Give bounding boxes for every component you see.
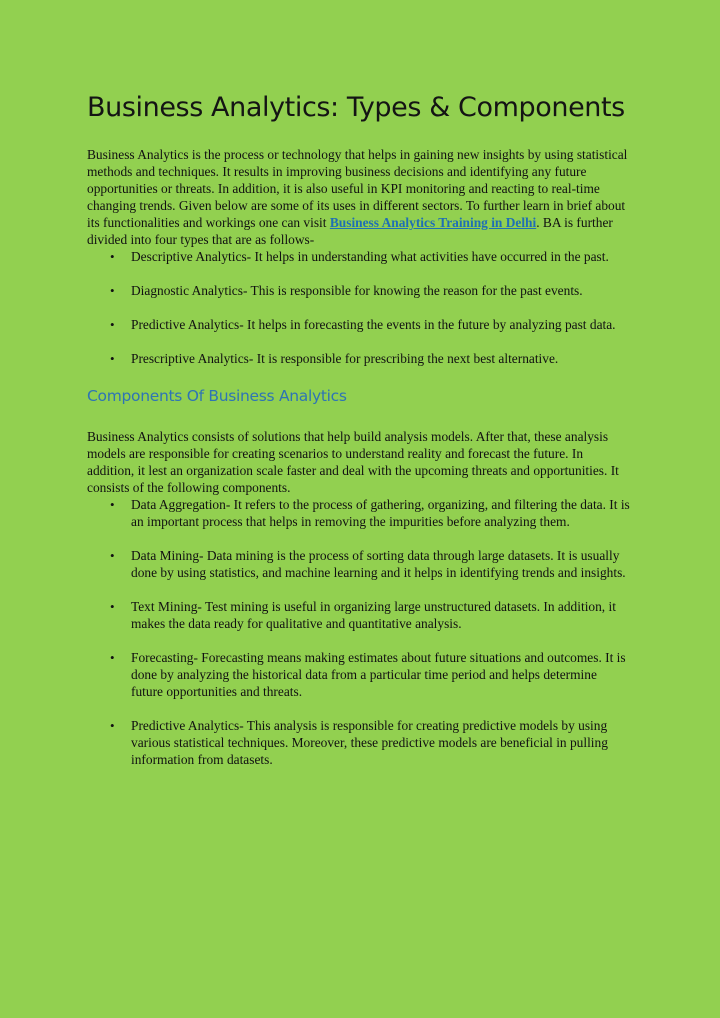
list-item-text: Forecasting- Forecasting means making estimates about future situations and outcomes. It is done by analyzing the historical data from a particular time period and helps determine future opportunities and threats. xyxy=(131,650,626,699)
list-item-text: Data Mining- Data mining is the process of sorting data through large datasets. It is usually done by using statistics, and machine learning and it helps in identifying trends and insights. xyxy=(131,548,626,580)
list-item-text: Predictive Analytics- This analysis is responsible for creating predictive models by using various statistical techniques. Moreover, these predictive models are beneficial in pulling information from datasets. xyxy=(131,718,608,767)
list-item xyxy=(87,248,632,265)
intro-text: Business Analytics is the process or technology that helps in gaining new insights by using statistical methods and techniques. It results in improving business decisions and identifying any future opportunities or threats. In addition, it is also useful in KPI monitoring and reacting to real-time changing trends. Given below are some of its uses in different sectors. To further learn in brief about its functionalities and workings one can visit xyxy=(87,147,628,230)
list-item-text: Text Mining- Test mining is useful in organizing large unstructured datasets. In addition, it makes the data ready for qualitative and quantitative analysis. xyxy=(131,599,616,631)
list-item-text: Descriptive Analytics- It helps in understanding what activities have occurred in the past. xyxy=(131,249,609,264)
bullet-icon: • xyxy=(110,249,115,264)
components-intro-paragraph: Business Analytics consists of solutions that help build analysis models. After that, these analysis models are responsible for creating scenarios to understand reality and forecast the future. In addition, it lest an organization scale faster and deal with the upcoming threats and opportunities. It consists of the following components. xyxy=(87,429,619,495)
bullet-icon: • xyxy=(110,548,115,563)
list-item xyxy=(87,598,632,632)
list-item xyxy=(87,717,632,768)
bullet-icon: • xyxy=(110,599,115,614)
document-title: Business Analytics: Types & Components xyxy=(87,92,625,123)
list-item xyxy=(87,350,632,367)
intro-paragraph xyxy=(87,146,632,248)
training-link[interactable]: Business Analytics Training in Delhi xyxy=(329,215,537,230)
analytics-types-list xyxy=(87,248,632,367)
list-item-text: Prescriptive Analytics- It is responsible for prescribing the next best alternative. xyxy=(131,351,559,366)
list-item xyxy=(87,282,632,299)
bullet-icon: • xyxy=(110,650,115,665)
list-item-text: Data Aggregation- It refers to the process of gathering, organizing, and filtering the data. It is an important process that helps in removing the impurities before analyzing them. xyxy=(131,497,630,529)
list-item-text: Diagnostic Analytics- This is responsible for knowing the reason for the past events. xyxy=(131,283,583,298)
list-item xyxy=(87,547,632,581)
bullet-icon: • xyxy=(110,317,115,332)
list-item xyxy=(87,316,632,333)
bullet-icon: • xyxy=(110,497,115,512)
list-item xyxy=(87,649,632,700)
bullet-icon: • xyxy=(110,351,115,366)
document-page xyxy=(87,88,632,768)
intro-text-end: . BA is further divided into four types that are as follows- xyxy=(87,215,613,247)
list-item-text: Predictive Analytics- It helps in forecasting the events in the future by analyzing past data. xyxy=(131,317,616,332)
bullet-icon: • xyxy=(110,718,115,733)
components-heading: Components Of Business Analytics xyxy=(87,387,347,405)
list-item xyxy=(87,496,632,530)
bullet-icon: • xyxy=(110,283,115,298)
components-list xyxy=(87,496,632,768)
